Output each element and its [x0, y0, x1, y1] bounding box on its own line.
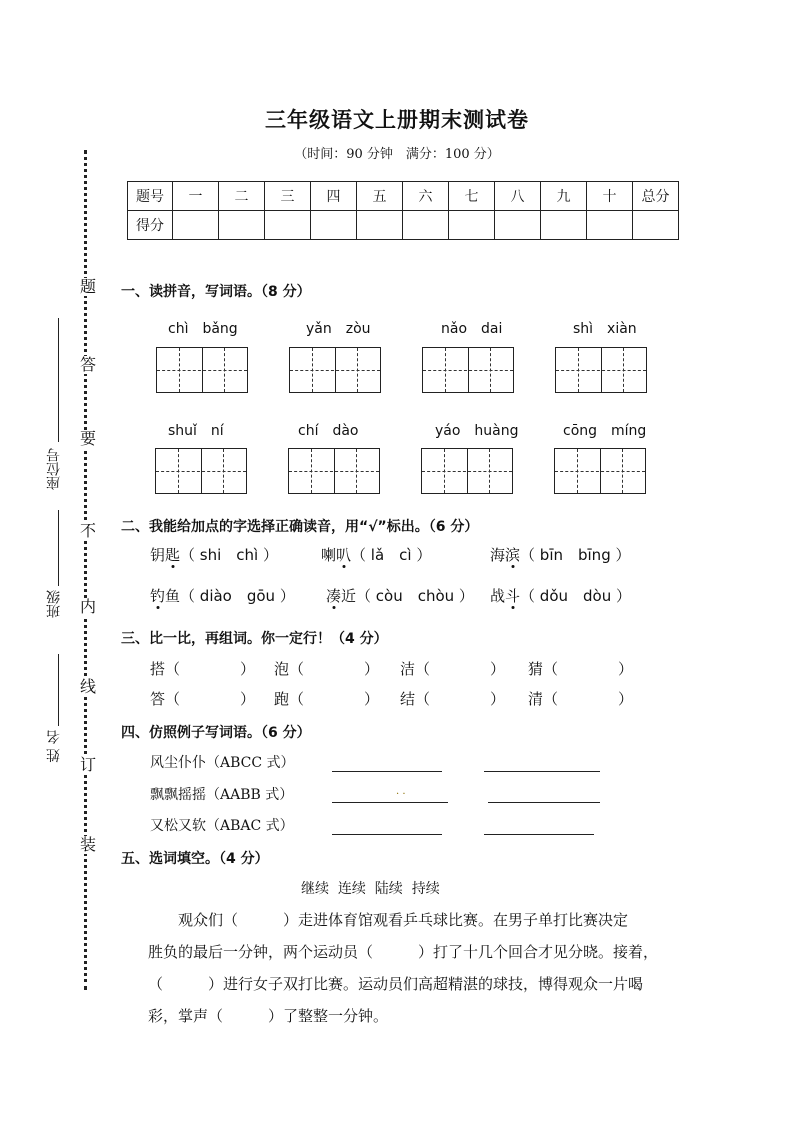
- margin-char-yao: 要: [80, 429, 97, 448]
- score-header-cell: 一: [173, 182, 219, 211]
- answer-line[interactable]: [488, 802, 600, 803]
- margin-char-xian: 线: [80, 677, 97, 696]
- score-header-row: [128, 182, 679, 211]
- class-label: 班级: [46, 590, 62, 618]
- pinyin-2: yǎn zòu: [306, 321, 371, 337]
- name-line: [58, 654, 59, 726]
- pinyin-4: shì xiàn: [573, 321, 637, 337]
- answer-line[interactable]: [332, 834, 442, 835]
- score-header-cell: 四: [311, 182, 357, 211]
- stray-dots: . .: [396, 786, 406, 797]
- word-group-item[interactable]: 洁（ ）: [400, 660, 506, 678]
- pinyin-3: nǎo dai: [441, 321, 503, 337]
- score-header-cell: 九: [541, 182, 587, 211]
- class-line: [58, 510, 59, 586]
- writing-grid[interactable]: [422, 347, 514, 393]
- score-header-cell: 十: [587, 182, 633, 211]
- score-input-cell[interactable]: [449, 211, 495, 240]
- score-header-cell: 总分: [633, 182, 679, 211]
- paragraph-line: 胜负的最后一分钟，两个运动员（ ）打了十几个回合才见分晓。接着，: [148, 943, 659, 961]
- score-header-cell: 五: [357, 182, 403, 211]
- margin-char-zhuang: 装: [80, 835, 97, 854]
- writing-grid[interactable]: [156, 347, 248, 393]
- margin-char-ding: 订: [80, 755, 97, 774]
- score-header-cell: 八: [495, 182, 541, 211]
- pronunciation-item[interactable]: 钓鱼（ diào gōu ）: [150, 587, 295, 605]
- paragraph-line: （ ）进行女子双打比赛。运动员们高超精湛的球技，博得观众一片喝: [148, 975, 644, 993]
- score-value-row: [128, 211, 679, 240]
- q1-title: 一、读拼音，写词语。（8 分）: [121, 284, 311, 300]
- example-word: 飘飘摇摇（AABB 式）: [150, 787, 294, 803]
- pinyin-6: chí dào: [298, 423, 359, 439]
- score-header-cell: 三: [265, 182, 311, 211]
- paragraph-line: 观众们（ ）走进体育馆观看乒乓球比赛。在男子单打比赛决定: [148, 911, 629, 929]
- word-group-item[interactable]: 泡（ ）: [274, 660, 380, 678]
- word-group-item[interactable]: 结（ ）: [400, 690, 506, 708]
- name-label: 姓 名: [46, 730, 62, 763]
- margin-char-nei: 内: [80, 597, 97, 616]
- writing-grid[interactable]: [289, 347, 381, 393]
- score-input-cell[interactable]: [173, 211, 219, 240]
- q2-title: 二、我能给加点的字选择正确读音，用“√”标出。（6 分）: [121, 519, 479, 535]
- margin-char-ti: 题: [80, 277, 97, 296]
- pinyin-7: yáo huàng: [435, 423, 519, 439]
- pinyin-5: shuǐ ní: [168, 423, 224, 439]
- pronunciation-item[interactable]: 喇叭（ lǎ cì ）: [321, 546, 432, 564]
- seat-number-line: [58, 318, 59, 442]
- example-word: 又松又软（ABAC 式）: [150, 818, 294, 834]
- word-choices: 继续 连续 陆续 持续: [301, 881, 440, 897]
- writing-grid[interactable]: [155, 448, 247, 494]
- score-input-cell[interactable]: [541, 211, 587, 240]
- answer-line[interactable]: [332, 771, 442, 772]
- q5-title: 五、选词填空。（4 分）: [121, 851, 269, 867]
- pronunciation-item[interactable]: 海滨（ bīn bīng ）: [490, 546, 631, 564]
- score-input-cell[interactable]: [587, 211, 633, 240]
- pinyin-1: chì bǎng: [168, 321, 238, 337]
- word-group-item[interactable]: 猜（ ）: [528, 660, 634, 678]
- score-header-cell: 二: [219, 182, 265, 211]
- word-group-item[interactable]: 答（ ）: [150, 690, 256, 708]
- example-word: 风尘仆仆（ABCC 式）: [150, 755, 295, 771]
- answer-line[interactable]: [484, 771, 600, 772]
- seat-number-label: 座位号: [46, 448, 62, 490]
- score-input-cell[interactable]: [495, 211, 541, 240]
- score-input-cell[interactable]: [265, 211, 311, 240]
- score-input-cell[interactable]: [311, 211, 357, 240]
- score-header-cell: 题号: [128, 182, 173, 211]
- pronunciation-item[interactable]: 钥匙（ shi chì ）: [150, 546, 278, 564]
- margin-char-bu: 不: [80, 521, 97, 540]
- writing-grid[interactable]: [555, 347, 647, 393]
- answer-line[interactable]: [484, 834, 594, 835]
- score-table: [127, 181, 679, 240]
- q3-title: 三、比一比，再组词。你一定行！（4 分）: [121, 631, 388, 647]
- score-input-cell[interactable]: [403, 211, 449, 240]
- q4-title: 四、仿照例子写词语。（6 分）: [121, 725, 311, 741]
- pronunciation-item[interactable]: 凑近（ còu chòu ）: [326, 587, 474, 605]
- pronunciation-item[interactable]: 战斗（ dǒu dòu ）: [490, 587, 631, 605]
- score-input-cell[interactable]: [357, 211, 403, 240]
- word-group-item[interactable]: 跑（ ）: [274, 690, 380, 708]
- paragraph-line: 彩，掌声（ ）了整整一分钟。: [148, 1007, 389, 1025]
- word-group-item[interactable]: 清（ ）: [528, 690, 634, 708]
- page-title: 三年级语文上册期末测试卷: [265, 107, 529, 132]
- answer-line[interactable]: [332, 802, 448, 803]
- writing-grid[interactable]: [554, 448, 646, 494]
- score-input-cell[interactable]: [633, 211, 679, 240]
- fill-paragraph[interactable]: [148, 904, 678, 1032]
- word-group-item[interactable]: 搭（ ）: [150, 660, 256, 678]
- writing-grid[interactable]: [421, 448, 513, 494]
- margin-char-da: 答: [80, 355, 97, 374]
- writing-grid[interactable]: [288, 448, 380, 494]
- pinyin-8: cōng míng: [563, 423, 647, 439]
- score-input-cell[interactable]: [219, 211, 265, 240]
- exam-subtitle: （时间：90 分钟 满分：100 分）: [294, 147, 500, 162]
- score-row-label: 得分: [128, 211, 173, 240]
- score-header-cell: 六: [403, 182, 449, 211]
- binding-dotted-line: [84, 150, 87, 990]
- score-header-cell: 七: [449, 182, 495, 211]
